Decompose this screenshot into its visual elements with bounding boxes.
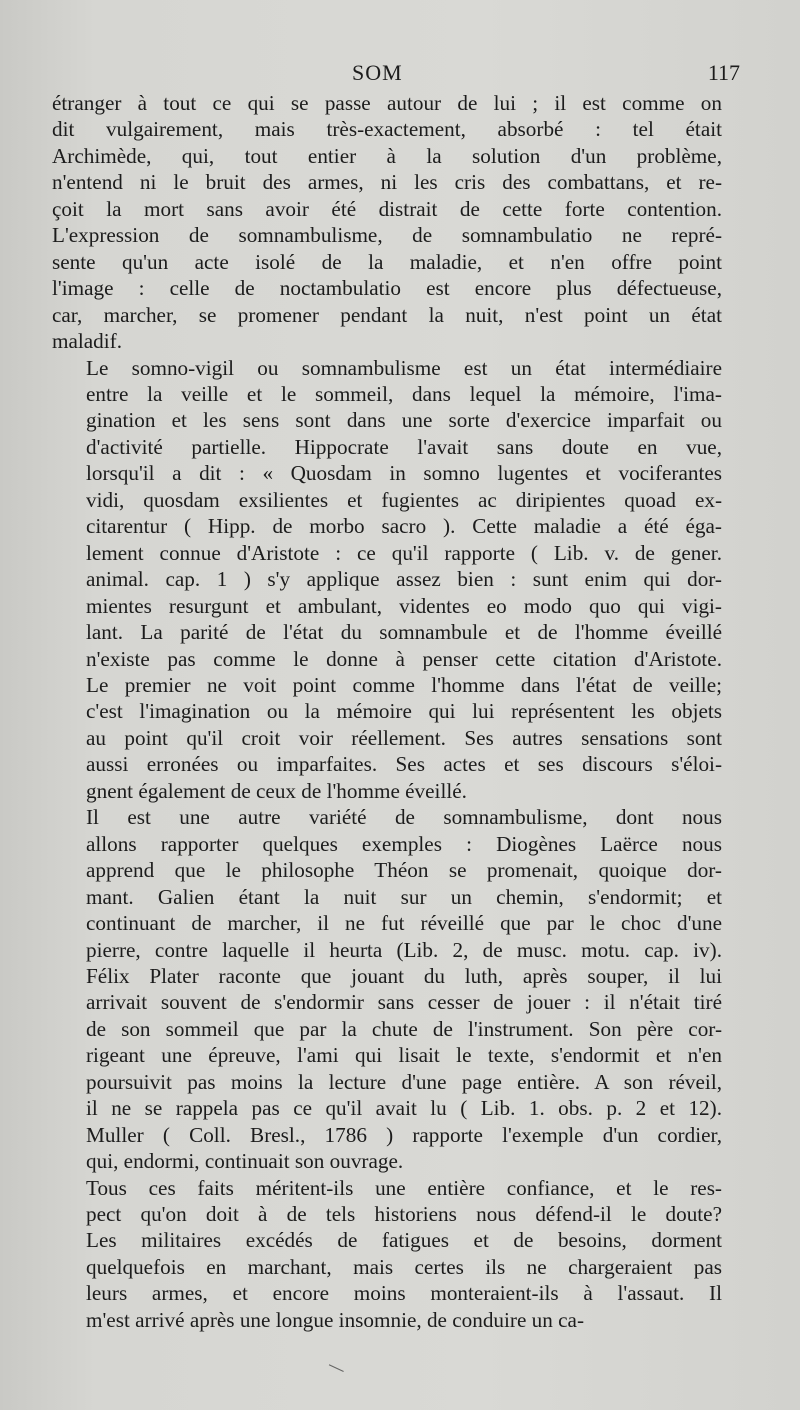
text-line: mientes resurgunt et ambulant, videntes eo modo quo qui vigi- <box>86 593 722 618</box>
text-line: rigeant une épreuve, l'ami qui lisait le texte, s'endormit et n'en <box>86 1043 722 1068</box>
text-line: lement connue d'Aristote : ce qu'il rapporte ( Lib. v. de gener. <box>86 540 722 565</box>
text-line: au point qu'il croit voir réellement. Ses autres sensations sont <box>86 725 722 750</box>
text-line: Le premier ne voit point comme l'homme dans l'état de veille; <box>86 672 722 697</box>
text-line: leurs armes, et encore moins monteraient-ils à l'assaut. Il <box>86 1281 722 1306</box>
paragraph <box>52 355 722 805</box>
text-line: de son sommeil que par la chute de l'instrument. Son père cor- <box>86 1016 722 1041</box>
text-line: apprend que le philosophe Théon se promenait, quoique dor- <box>86 858 722 883</box>
text-line: Il est une autre variété de somnambulisme, dont nous <box>86 805 722 830</box>
paragraph <box>52 1175 722 1334</box>
text-line: il ne se rappela pas ce qu'il avait lu ( Lib. 1. obs. p. 2 et 12). <box>86 1096 722 1121</box>
text-line: sente qu'un acte isolé de la maladie, et n'en offre point <box>52 249 722 274</box>
text-line: vidi, quosdam exsilientes et fugientes ac diripientes quoad ex- <box>86 487 722 512</box>
text-line: aussi erronées ou imparfaites. Ses actes et ses discours s'éloi- <box>86 752 722 777</box>
text-line: n'existe pas comme le donne à penser cette citation d'Aristote. <box>86 646 722 671</box>
text-line: citarentur ( Hipp. de morbo sacro ). Cette maladie a été éga- <box>86 514 722 539</box>
paragraph <box>52 804 722 1174</box>
text-line: Félix Plater raconte que jouant du luth, après souper, il lui <box>86 963 722 988</box>
text-line: lant. La parité de l'état du somnambule et de l'homme éveillé <box>86 620 722 645</box>
text-line: çoit la mort sans avoir été distrait de cette forte contention. <box>52 196 722 221</box>
text-line: L'expression de somnambulisme, de somnambulatio ne repré- <box>52 223 722 248</box>
text-line: gination et les sens sont dans une sorte d'exercice imparfait ou <box>86 408 722 433</box>
text-line: pect qu'on doit à de tels historiens nous défend-il le doute? <box>86 1202 722 1227</box>
text-line: car, marcher, se promener pendant la nuit, n'est point un état <box>52 302 722 327</box>
text-line: l'image : celle de noctambulatio est encore plus défectueuse, <box>52 276 722 301</box>
text-line: n'entend ni le bruit des armes, ni les cris des combattans, et re- <box>52 170 722 195</box>
text-line: arrivait souvent de s'endormir sans cesser de jouer : il n'était tiré <box>86 990 722 1015</box>
text-line: m'est arrivé après une longue insomnie, de conduire un ca- <box>86 1307 585 1332</box>
text-line: dit vulgairement, mais très-exactement, absorbé : tel était <box>52 117 722 142</box>
text-line: poursuivit pas moins la lecture d'une page entière. A son réveil, <box>86 1069 722 1094</box>
ink-mark <box>329 1357 347 1372</box>
running-head: SOM <box>352 60 403 85</box>
text-line: continuant de marcher, il ne fut réveillé que par le choc d'une <box>86 911 722 936</box>
body-text <box>52 90 722 1333</box>
text-line: pierre, contre laquelle il heurta (Lib. 2, de musc. motu. cap. iv). <box>86 937 722 962</box>
text-line: étranger à tout ce qui se passe autour de lui ; il est comme on <box>52 91 722 115</box>
text-line: quelquefois en marchant, mais certes ils ne chargeraient pas <box>86 1254 722 1279</box>
text-line: mant. Galien étant la nuit sur un chemin, s'endormit; et <box>86 884 722 909</box>
text-line: maladif. <box>52 329 123 354</box>
page-header <box>0 60 800 90</box>
text-line: entre la veille et le sommeil, dans lequel la mémoire, l'ima- <box>86 381 722 406</box>
text-line: lorsqu'il a dit : « Quosdam in somno lugentes et vociferantes <box>86 461 722 486</box>
paragraph <box>52 90 722 355</box>
text-line: d'activité partielle. Hippocrate l'avait sans doute en vue, <box>86 434 722 459</box>
text-line: c'est l'imagination ou la mémoire qui lui représentent les objets <box>86 699 722 724</box>
page-number: 117 <box>707 60 740 85</box>
text-line: Archimède, qui, tout entier à la solution d'un problème, <box>52 143 722 168</box>
text-line: qui, endormi, continuait son ouvrage. <box>86 1149 404 1174</box>
text-line: Le somno-vigil ou somnambulisme est un état intermédiaire <box>86 355 722 380</box>
text-line: Tous ces faits méritent-ils une entière confiance, et le res- <box>86 1175 722 1200</box>
text-line: gnent également de ceux de l'homme éveillé. <box>86 778 467 803</box>
text-line: allons rapporter quelques exemples : Diogènes Laërce nous <box>86 831 722 856</box>
text-line: animal. cap. 1 ) s'y applique assez bien : sunt enim qui dor- <box>86 567 722 592</box>
text-line: Muller ( Coll. Bresl., 1786 ) rapporte l'exemple d'un cordier, <box>86 1122 722 1147</box>
text-line: Les militaires excédés de fatigues et de besoins, dorment <box>86 1228 722 1253</box>
